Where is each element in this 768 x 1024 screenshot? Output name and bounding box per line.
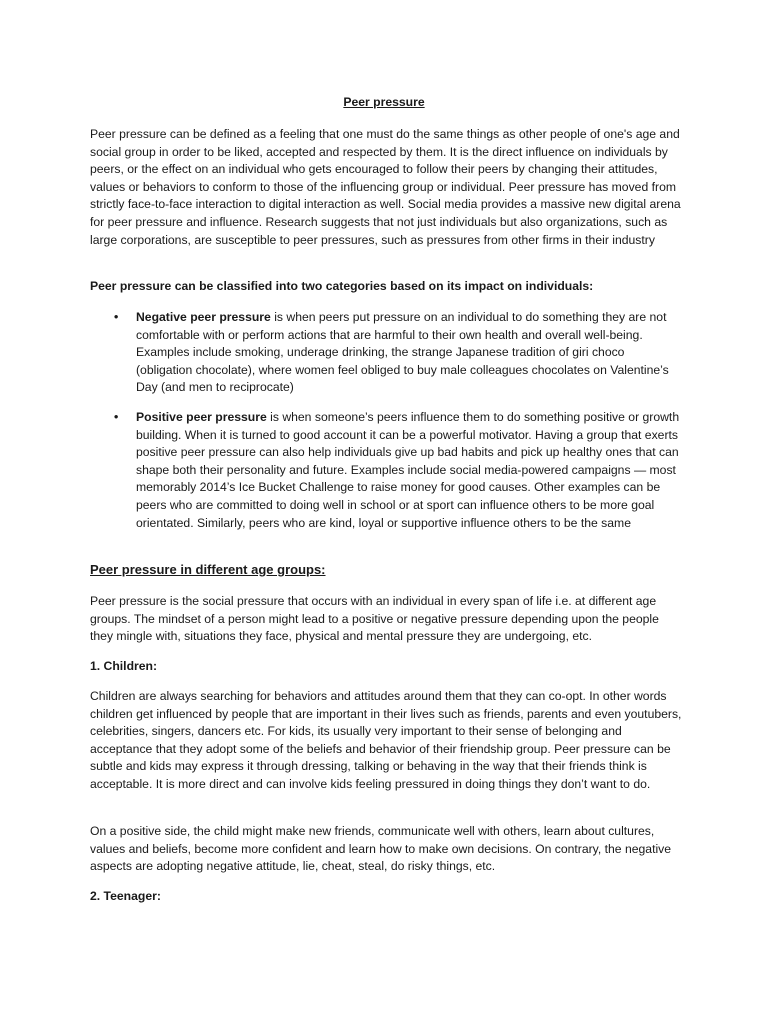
bullet-body: is when peers put pressure on an individual to do something they are not comfortable with or perform actions that are harmful to their own health and overall well-being. Examples include smoking, underage drinking, the strange Japanese tradition of giri choco (obligation chocolate), where women feel obliged to buy male colleagues chocolates on Valentine’s Day (and men to reciprocate) <box>136 310 669 395</box>
bullet-text <box>136 309 682 397</box>
classification-heading: Peer pressure can be classified into two categories based on its impact on individuals: <box>90 279 594 293</box>
children-paragraph-1: Children are always searching for behaviors and attitudes around them that they can co-opt. In other words children get influenced by people that are important in their lives such as friends, parents and even youtubers, celebrities, singers, dancers etc. For kids, its usually very important to their sense of belonging and acceptance that they adopt some of the beliefs and behavior of their friendship group. Peer pressure can be subtle and kids may express it through dressing, talking or behaving in the way that their friends think is acceptable. It is more direct and can involve kids feeling pressured in doing things they don’t want to do. <box>90 689 682 791</box>
bullet-icon: • <box>114 410 119 424</box>
bullet-negative-peer-pressure <box>114 309 682 397</box>
teenager-heading: 2. Teenager: <box>90 889 161 903</box>
children-heading: 1. Children: <box>90 659 158 673</box>
bullet-text <box>136 409 682 532</box>
children-paragraph-2: On a positive side, the child might make new friends, communicate well with others, learn about cultures, values and beliefs, become more confident and learn how to make own decisions. On contrary, the negative aspects are adopting negative attitude, lie, cheat, steal, do risky things, etc. <box>90 824 672 874</box>
page-title: Peer pressure <box>343 95 425 109</box>
age-groups-heading: Peer pressure in different age groups: <box>90 562 326 577</box>
bullet-lead: Negative peer pressure <box>136 310 271 324</box>
intro-paragraph: Peer pressure can be defined as a feeling that one must do the same things as other people of one's age and social group in order to be liked, accepted and respected by them. It is the direct influence on individuals by peers, or the effect on an individual who gets encouraged to follow their peers by changing their attitudes, values or behaviors to conform to those of the influencing group or individual. Peer pressure has moved from strictly face-to-face interaction to digital interaction as well. Social media provides a massive new digital arena for peer pressure and influence. Research suggests that not just individuals but also organizations, such as large corporations, are susceptible to peer pressures, such as pressures from other firms in their industry <box>90 127 681 247</box>
bullet-positive-peer-pressure <box>114 409 682 532</box>
bullet-body: is when someone’s peers influence them to do something positive or growth building. When it is turned to good account it can be a powerful motivator. Having a group that exerts positive peer pressure can also help individuals give up bad habits and pick up healthy ones that can shape both their personality and future. Examples include social media-powered campaigns — most memorably 2014’s Ice Bucket Challenge to raise money for good causes. Other examples can be peers who are committed to doing well in school or at sport can influence others to be more goal orientated. Similarly, peers who are kind, loyal or supportive influence others to be the same <box>136 410 680 530</box>
bullet-lead: Positive peer pressure <box>136 410 267 424</box>
age-groups-paragraph: Peer pressure is the social pressure that occurs with an individual in every span of life i.e. at different age groups. The mindset of a person might lead to a positive or negative pressure depending upon the people they mingle with, situations they face, physical and mental pressure they are undergoing, etc. <box>90 594 659 644</box>
bullet-icon: • <box>114 310 119 324</box>
